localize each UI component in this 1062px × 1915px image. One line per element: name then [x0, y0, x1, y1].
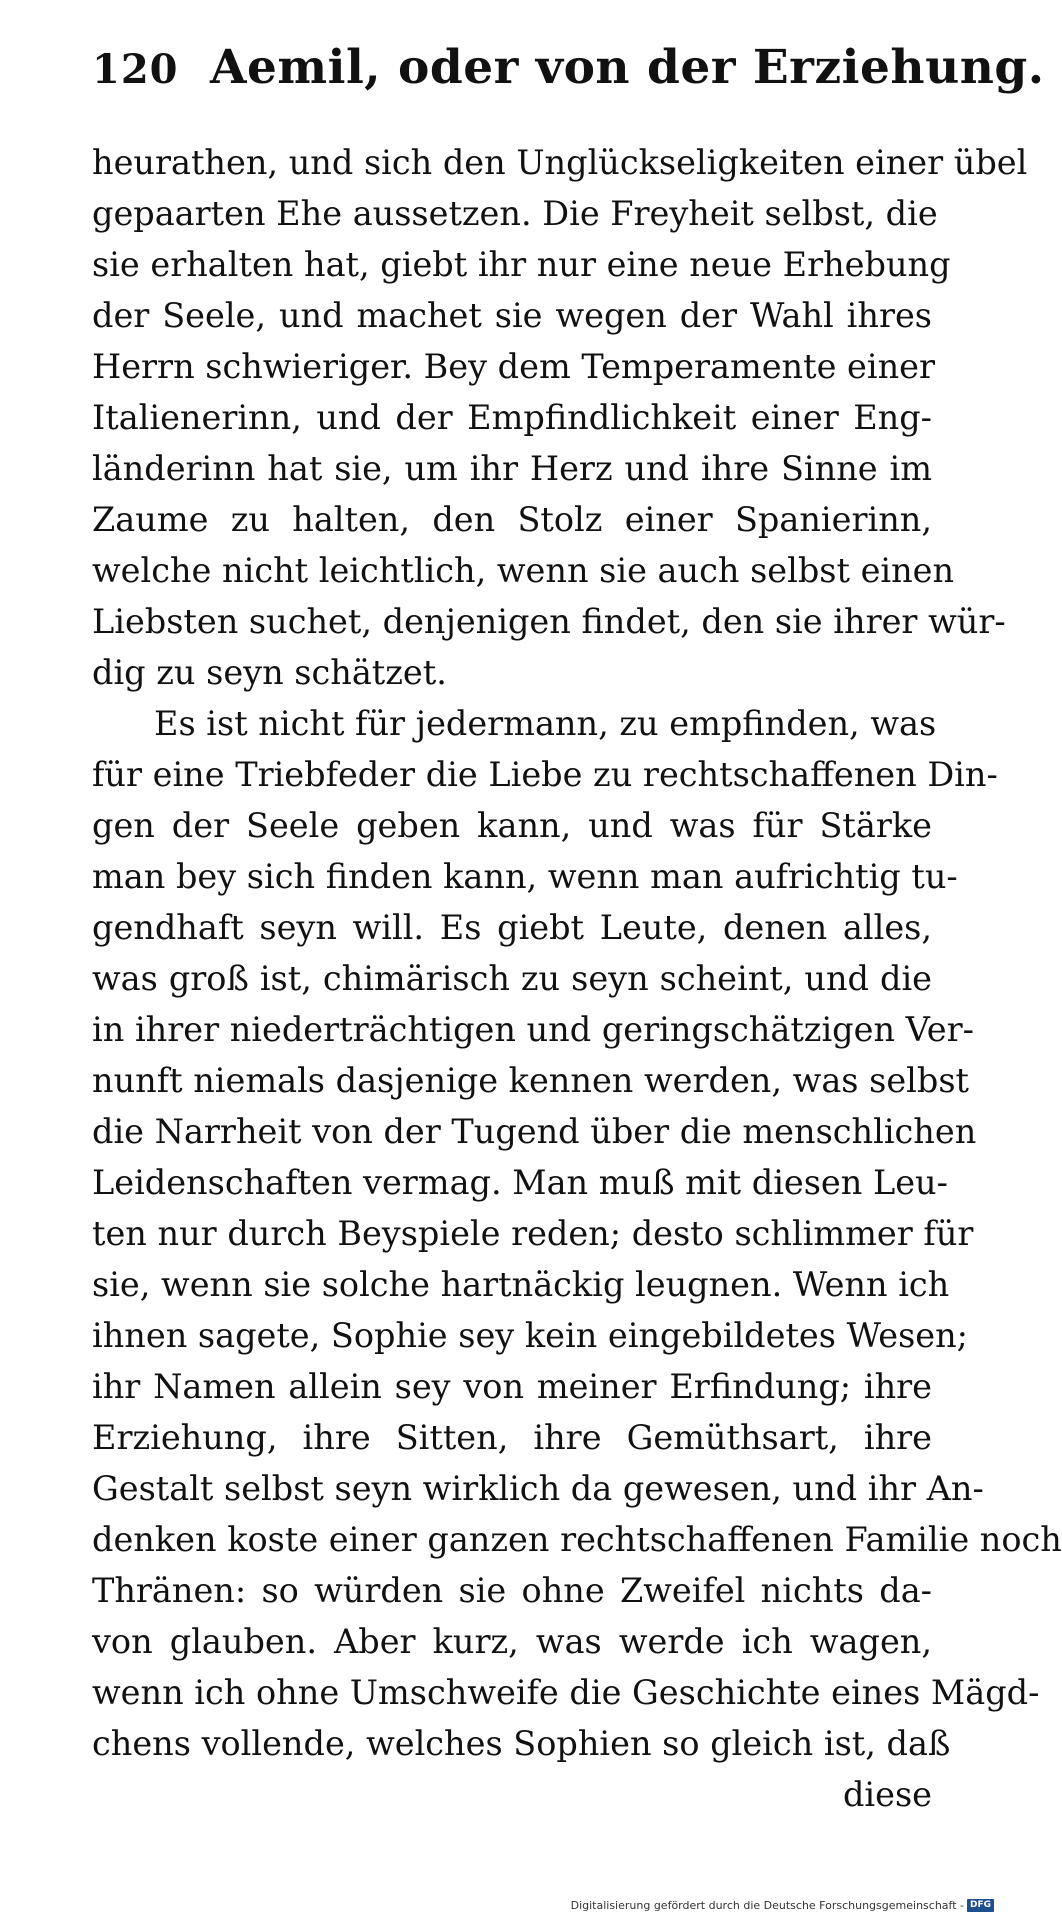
digitization-credit	[571, 1899, 994, 1912]
text-line: dig zu seyn schätzet.	[92, 653, 447, 692]
page-number: 120	[92, 46, 179, 93]
text-line: die Narrheit von der Tugend über die menschlichen	[92, 1112, 977, 1151]
text-line: von glauben. Aber kurz, was werde ich wagen,	[92, 1622, 932, 1661]
text-line: Leidenschaften vermag. Man muß mit diesen Leu-	[92, 1163, 948, 1202]
text-line: Erziehung, ihre Sitten, ihre Gemüthsart, ihre	[92, 1418, 932, 1457]
text-line: Herrn schwieriger. Bey dem Temperamente einer	[92, 347, 936, 386]
text-line: für eine Triebfeder die Liebe zu rechtschaffenen Din-	[92, 755, 998, 794]
text-line: man bey sich finden kann, wenn man aufrichtig tu-	[92, 857, 958, 896]
running-title: Aemil, oder von der Erziehung.	[210, 40, 1045, 95]
text-line: ten nur durch Beyspiele reden; desto schlimmer für	[92, 1214, 974, 1253]
text-line: der Seele, und machet sie wegen der Wahl ihres	[92, 296, 932, 335]
text-line: heurathen, und sich den Unglückseligkeiten einer übel	[92, 143, 1028, 182]
text-line: was groß ist, chimärisch zu seyn scheint, und die	[92, 959, 932, 998]
text-line: welche nicht leichtlich, wenn sie auch selbst einen	[92, 551, 955, 590]
text-line: chens vollende, welches Sophien so gleich ist, daß	[92, 1724, 951, 1763]
digitization-note: Digitalisierung gefördert durch die Deutsche Forschungsgemeinschaft -	[570, 1899, 964, 1912]
body-text	[92, 137, 1062, 1820]
text-line: Liebsten suchet, denjenigen findet, den sie ihrer wür-	[92, 602, 1006, 641]
text-line: sie, wenn sie solche hartnäckig leugnen. Wenn ich	[92, 1265, 950, 1304]
text-line: ihr Namen allein sey von meiner Erfindung; ihre	[92, 1367, 932, 1406]
dfg-logo: DFG	[967, 1899, 994, 1912]
paragraph-start-line: Es ist nicht für jedermann, zu empfinden, was	[154, 704, 937, 743]
text-line: gen der Seele geben kann, und was für Stärke	[92, 806, 932, 845]
text-line: gendhaft seyn will. Es giebt Leute, denen alles,	[92, 908, 932, 947]
text-line: nunft niemals dasjenige kennen werden, was selbst	[92, 1061, 969, 1100]
text-line: Thränen: so würden sie ohne Zweifel nichts da-	[92, 1571, 932, 1610]
catchword: diese	[842, 1775, 932, 1814]
text-line: wenn ich ohne Umschweife die Geschichte eines Mägd-	[92, 1673, 1040, 1712]
text-line: denken koste einer ganzen rechtschaffenen Familie noch	[92, 1520, 1062, 1559]
running-header	[92, 40, 1045, 104]
text-line: Zaume zu halten, den Stolz einer Spanierinn,	[92, 500, 932, 539]
text-line: sie erhalten hat, giebt ihr nur eine neue Erhebung	[92, 245, 951, 284]
text-line: länderinn hat sie, um ihr Herz und ihre Sinne im	[92, 449, 932, 488]
text-line: gepaarten Ehe aussetzen. Die Freyheit selbst, die	[92, 194, 938, 233]
text-line: in ihrer niederträchtigen und geringschätzigen Ver-	[92, 1010, 974, 1049]
text-line: Gestalt selbst seyn wirklich da gewesen, und ihr An-	[92, 1469, 984, 1508]
text-line: ihnen sagete, Sophie sey kein eingebildetes Wesen;	[92, 1316, 968, 1355]
text-line: Italienerinn, und der Empfindlichkeit einer Eng-	[92, 398, 932, 437]
